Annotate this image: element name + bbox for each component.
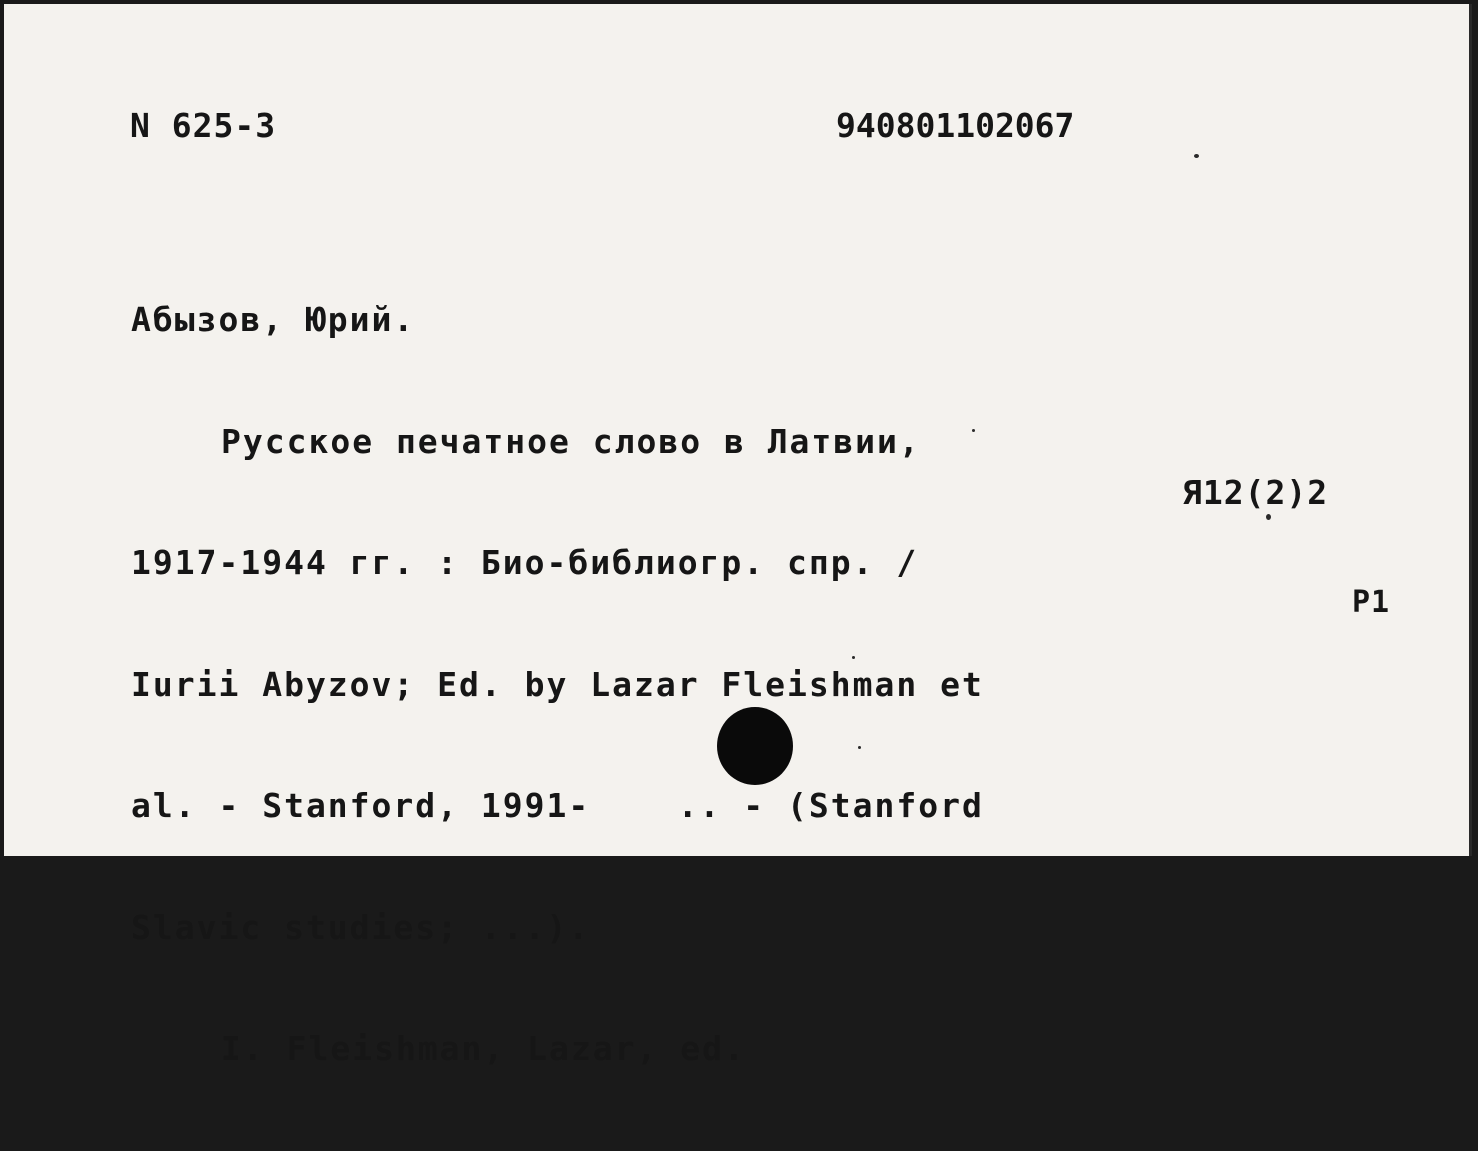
ink-speck [852,656,855,659]
added-entry: I. Fleishman, Lazar, ed. [221,1029,746,1068]
title-line: Slavic studies; ...). [131,907,591,947]
ink-speck [1194,154,1199,158]
shelf-mark: P1 [1352,585,1391,620]
title-line: Русское печатное слово в Латвии, [221,421,921,461]
author-heading: Абызов, Юрий. [131,300,416,339]
ink-speck [858,746,861,749]
title-line: 1917-1944 гг. : Био-библиогр. спр. / [131,543,919,582]
ink-speck [1266,514,1271,520]
ink-speck [972,429,975,432]
title-line: al. - Stanford, 1991- .. - (Stanford [131,786,984,825]
control-number: 940801102067 [836,106,1075,145]
catalog-card [4,4,1472,1068]
punch-hole [717,707,793,785]
classification-code: Я12(2)2 [1182,473,1329,512]
bibliographic-entry [131,219,984,1151]
call-number: N 625-3 [130,106,277,145]
title-line: Iurii Abyzov; Ed. by Lazar Fleishman et [131,664,984,704]
